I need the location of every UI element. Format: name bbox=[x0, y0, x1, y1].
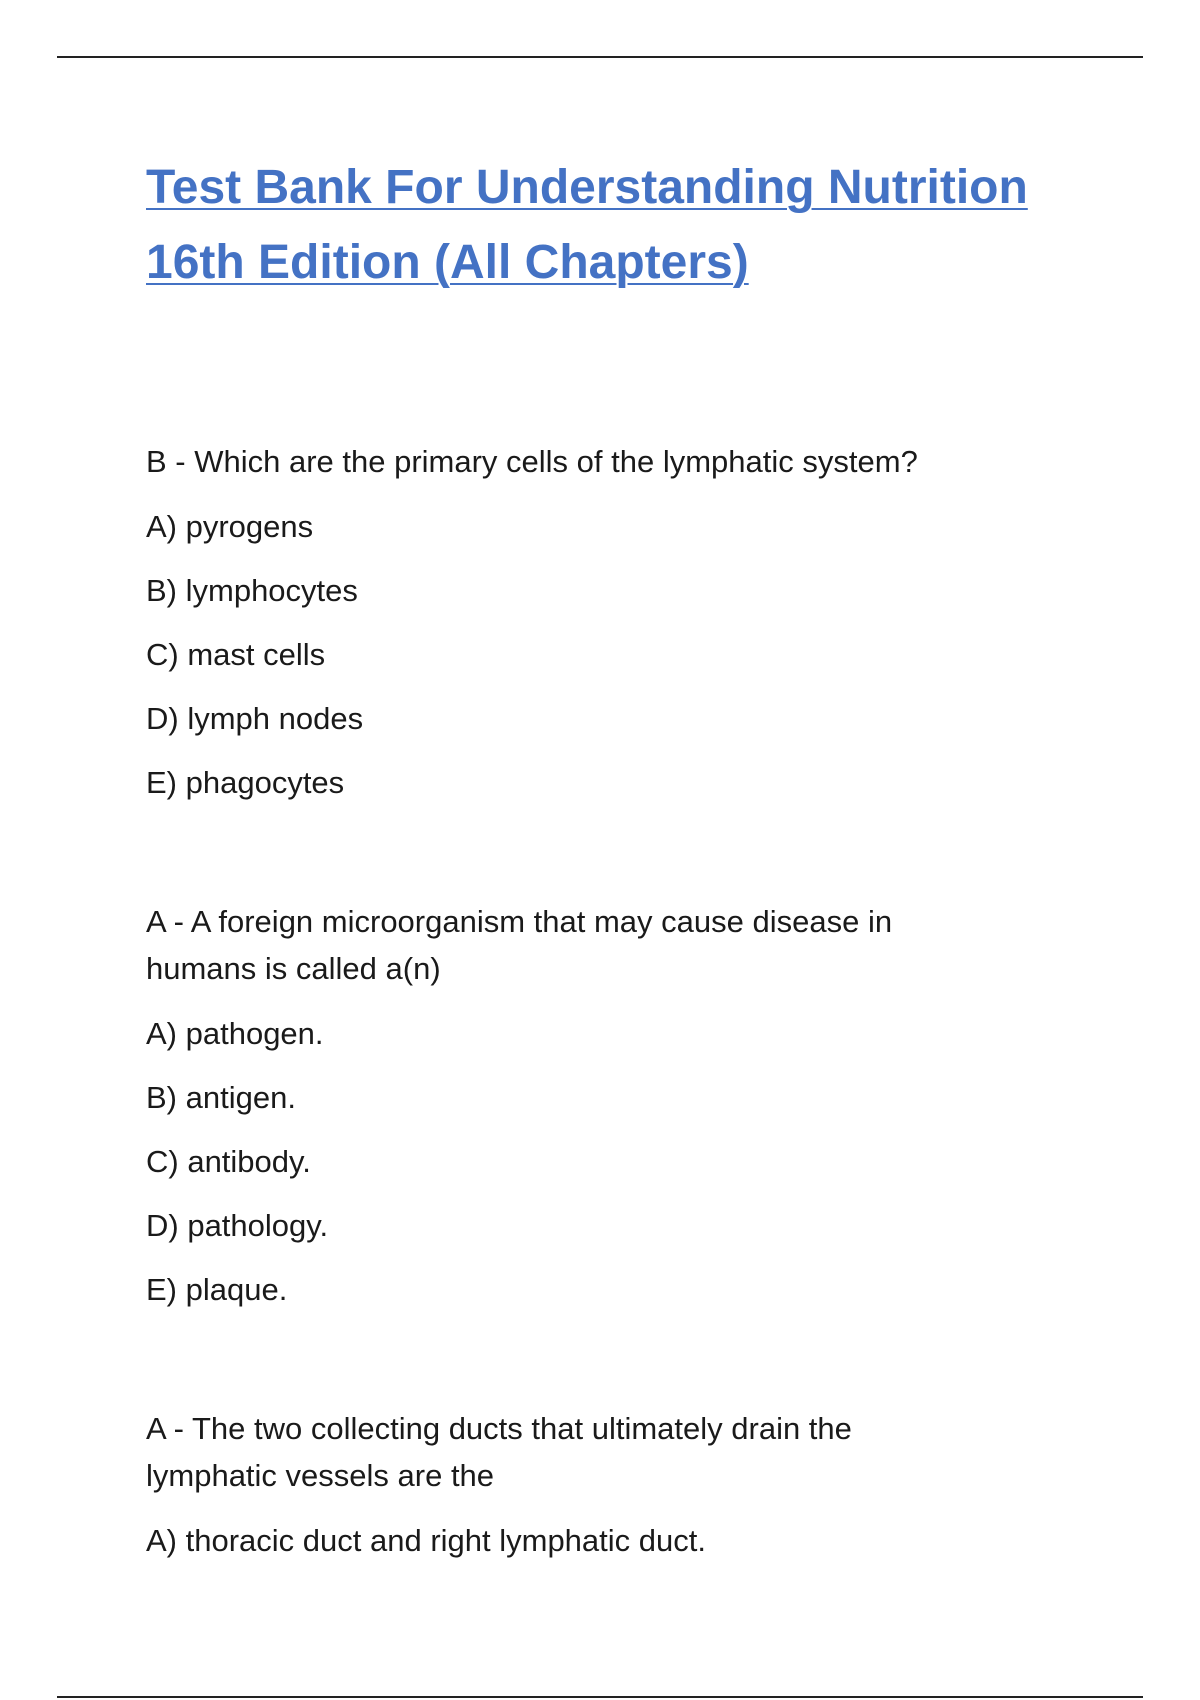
answer-option: E) plaque. bbox=[146, 1272, 288, 1307]
page-content bbox=[146, 150, 1106, 1656]
answer-option: B) lymphocytes bbox=[146, 573, 358, 608]
answer-option: D) lymph nodes bbox=[146, 701, 364, 736]
question-list bbox=[146, 438, 1106, 1564]
answer-options bbox=[146, 1517, 1106, 1564]
answer-option: B) antigen. bbox=[146, 1080, 296, 1115]
answer-option: C) mast cells bbox=[146, 637, 326, 672]
document-title bbox=[146, 150, 1106, 300]
question-text: A - The two collecting ducts that ultimately drain the lymphatic vessels are the bbox=[146, 1411, 852, 1493]
answer-option: A) pyrogens bbox=[146, 509, 314, 544]
question-item bbox=[146, 438, 1106, 806]
title-line-2: 16th Edition (All Chapters) bbox=[146, 236, 749, 289]
question-item bbox=[146, 898, 1106, 1313]
footer-rule bbox=[57, 1696, 1143, 1698]
answer-option: D) pathology. bbox=[146, 1208, 329, 1243]
header-rule bbox=[57, 56, 1143, 58]
answer-option: E) phagocytes bbox=[146, 765, 345, 800]
question-item bbox=[146, 1405, 1106, 1564]
title-line-1: Test Bank For Understanding Nutrition bbox=[146, 161, 1028, 214]
answer-option: A) pathogen. bbox=[146, 1016, 324, 1051]
question-text: B - Which are the primary cells of the lymphatic system? bbox=[146, 444, 918, 479]
answer-option: C) antibody. bbox=[146, 1144, 311, 1179]
answer-options bbox=[146, 1010, 1106, 1313]
title-link[interactable] bbox=[146, 161, 1028, 289]
question-text: A - A foreign microorganism that may cause disease in humans is called a(n) bbox=[146, 904, 893, 986]
answer-options bbox=[146, 503, 1106, 806]
answer-option: A) thoracic duct and right lymphatic duct. bbox=[146, 1523, 706, 1558]
